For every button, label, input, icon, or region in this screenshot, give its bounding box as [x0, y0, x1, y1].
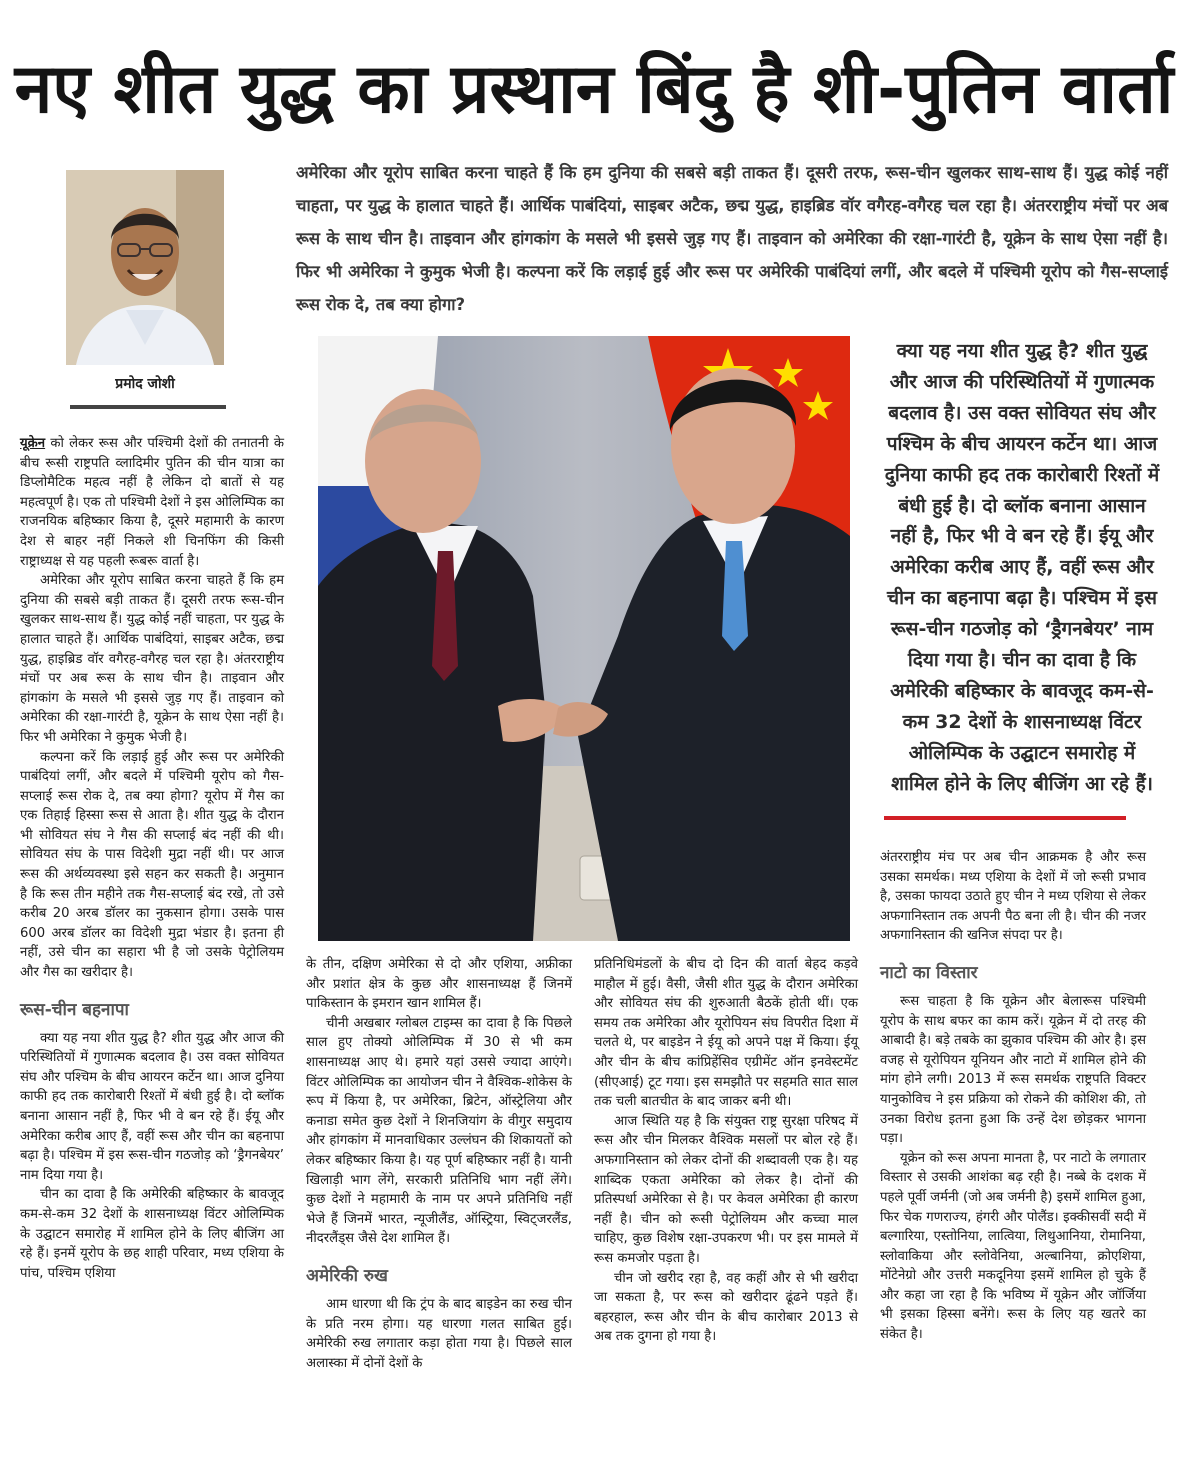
paragraph — [20, 434, 284, 571]
paragraph: अंतरराष्ट्रीय मंच पर अब चीन आक्रमक है और रूस उसका समर्थक। मध्य एशिया के देशों में जो रूसी प्रभाव है, उसका फायदा उठाते हुए चीन ने मध्य एशिया से लेकर अफगानिस्तान तक अपनी पैठ बना ली है। चीन की नजर अफगानिस्तान की खनिज संपदा पर है। — [880, 850, 1146, 944]
article-column-4 — [880, 848, 1146, 1345]
paragraph: अमेरिका और यूरोप साबित करना चाहते हैं कि हम दुनिया की सबसे बड़ी ताकत हैं। दूसरी तरफ रूस-चीन खुलकर साथ-साथ हैं। युद्ध कोई नहीं चाहता, पर युद्ध के हालात चाहते हैं। आर्थिक पाबंदियां, साइबर अटैक, छद्म युद्ध, हाइब्रिड वॉर वगैरह-वगैरह चल रहा है। अंतरराष्ट्रीय मंचों पर अब रूस के साथ चीन है। ताइवान और हांगकांग के मसले भी इससे जुड़ गए हैं। ताइवान को अमेरिका की रक्षा-गारंटी है, यूक्रेन के साथ ऐसा नहीं है। फिर भी अमेरिका ने कुमुक भेजी है। — [20, 573, 284, 745]
paragraph: रूस चाहता है कि यूक्रेन और बेलारूस पश्चिमी यूरोप के साथ बफर का काम करें। यूक्रेन में दो तरह की आबादी है। बड़े तबके का झुकाव पश्चिम की ओर है। इस वजह से यूरोपियन यूनियन और नाटो में शामिल होने की मांग होने लगी। 2013 में रूस समर्थक राष्ट्रपति विक्टर यानुकोविच ने इस प्रक्रिया को रोकने की कोशिश की, तो उनका विरोध इतना हुआ कि उन्हें देश छोड़कर भागना पड़ा। — [880, 993, 1146, 1147]
article-column-2 — [306, 955, 572, 1373]
subhead: नाटो का विस्तार — [880, 962, 978, 983]
headline: नए शीत युद्ध का प्रस्थान बिंदु है शी-पुतिन वार्ता — [14, 50, 1174, 129]
paragraph: के तीन, दक्षिण अमेरिका से दो और एशिया, अफ्रीका और प्रशांत क्षेत्र के कुछ और शासनाध्यक्ष हैं जिनमें पाकिस्तान के इमरान खान शामिल हैं। — [306, 957, 572, 1012]
paragraph: कल्पना करें कि लड़ाई हुई और रूस पर अमेरिकी पाबंदियां लगीं, और बदले में पश्चिमी यूरोप को गैस-सप्लाई रूस रोक दे, तब क्या होगा? यूरोप में गैस का एक तिहाई हिस्सा रूस से आता है। शीत युद्ध के दौरान भी सोवियत संघ ने गैस की सप्लाई बंद नहीं की थी। सोवियत संघ के पास विदेशी मुद्रा नहीं थी। पर आज रूस की अर्थव्यवस्था इसे सहन कर सकती है। अनुमान है कि रूस तीन महीने तक गैस-सप्लाई बंद रखे, तो उसे करीब 20 अरब डॉलर का नुकसान होगा। उसके पास 600 अरब डॉलर का विदेशी मुद्रा भंडार है। इतना ही नहीं, उसे चीन का सहारा भी है जो उसके पेट्रोलियम और गैस का खरीदार है। — [20, 749, 284, 981]
lead-photo — [318, 336, 850, 941]
lead-word: यूक्रेन — [20, 436, 46, 451]
subhead: रूस-चीन बहनापा — [20, 999, 129, 1020]
paragraph: आम धारणा थी कि ट्रंप के बाद बाइडेन का रुख चीन के प्रति नरम होगा। यह धारणा गलत साबित हुई। अमेरिकी रुख लगातार कड़ा होता गया है। पिछले साल अलास्का में दोनों देशों के — [306, 1296, 572, 1371]
author-divider — [70, 405, 226, 409]
paragraph: क्या यह नया शीत युद्ध है? शीत युद्ध और आज की परिस्थितियों में गुणात्मक बदलाव है। उस वक्त सोवियत संघ और पश्चिम के बीच आयरन कर्टेन था। आज दुनिया काफी हद तक कारोबारी रिश्तों में बंधी हुई है। दो ब्लॉक बनाना आसान नहीं है, फिर भी वे बन रहे हैं। ईयू और अमेरिका करीब आए हैं, वहीं रूस और चीन का बहनापा बढ़ा है। पश्चिम में इस रूस-चीन गठजोड़ को ‘ड्रैगनबेयर’ नाम दिया गया है। — [20, 1030, 284, 1183]
deck-text: अमेरिका और यूरोप साबित करना चाहते हैं कि हम दुनिया की सबसे बड़ी ताकत हैं। दूसरी तरफ, रूस-चीन खुलकर साथ-साथ हैं। युद्ध कोई नहीं चाहता, पर युद्ध के हालात चाहते हैं। आर्थिक पाबंदियां, साइबर अटैक, छद्म युद्ध, हाइब्रिड वॉर वगैरह-वगैरह चल रहा है। अंतरराष्ट्रीय मंचों पर अब रूस के साथ चीन है। ताइवान और हांगकांग के मसले भी इससे जुड़ गए हैं। ताइवान को अमेरिका की रक्षा-गारंटी है, यूक्रेन के साथ ऐसा नहीं है। फिर भी अमेरिका ने कुमुक भेजी है। कल्पना करें कि लड़ाई हुई और रूस पर अमेरिकी पाबंदियां लगीं, और बदले में पश्चिमी यूरोप को गैस-सप्लाई रूस रोक दे, तब क्या होगा? — [296, 163, 1168, 314]
paragraph: प्रतिनिधिमंडलों के बीच दो दिन की वार्ता बेहद कड़वे माहौल में हुई। वैसी, जैसी शीत युद्ध के दौरान अमेरिका और सोवियत संघ की शुरुआती बैठकें होती थीं। एक समय तक अमेरिका और यूरोपियन संघ विपरीत दिशा में चलते थे, पर बाइडेन ने ईयू को अपने पक्ष में किया। ईयू और चीन के बीच कांप्रिहेंसिव एग्रीमेंट ऑन इनवेस्टमेंट (सीएआई) टूट गया। इस समझौते पर सहमति सात साल तक चली बातचीत के बाद जाकर बनी थी। — [594, 957, 858, 1110]
article-column-1 — [20, 434, 284, 1283]
pull-quote: क्या यह नया शीत युद्ध है? शीत युद्ध और आज की परिस्थितियों में गुणात्मक बदलाव है। उस वक्त सोवियत संघ और पश्चिम के बीच आयरन कर्टेन था। आज दुनिया काफी हद तक कारोबारी रिश्तों में बंधी हुई है। दो ब्लॉक बनाना आसान नहीं है, फिर भी वे बन रहे हैं। ईयू और अमेरिका करीब आए हैं, वहीं रूस और चीन का बहनापा बढ़ा है। पश्चिम में इस रूस-चीन गठजोड़ को ‘ड्रैगनबेयर’ नाम दिया गया है। चीन का दावा है कि अमेरिकी बहिष्कार के बावजूद कम-से-कम 32 देशों के शासनाध्यक्ष विंटर ओलिम्पिक के उद्घाटन समारोह में शामिल होने के लिए बीजिंग आ रहे हैं। — [884, 340, 1160, 795]
paragraph: चीन का दावा है कि अमेरिकी बहिष्कार के बावजूद कम-से-कम 32 देशों के शासनाध्यक्ष विंटर ओलिम्पिक के उद्घाटन समारोह में शामिल होने के लिए बीजिंग आ रहे हैं। इनमें यूरोप के छह शाही परिवार, मध्य एशिया के पांच, पश्चिम एशिया — [20, 1187, 284, 1281]
paragraph-text: को लेकर रूस और पश्चिमी देशों की तनातनी के बीच रूसी राष्ट्रपति व्लादिमीर पुतिन की चीन यात्रा का डिप्लोमैटिक महत्व नहीं है लेकिन दो बातों से यह महत्वपूर्ण है। एक तो पश्चिमी देशों ने इस ओलिम्पिक का राजनयिक बहिष्कार किया है, दूसरे महामारी के कारण देश से बाहर नहीं निकले शी चिनफिंग की किसी राष्ट्राध्यक्ष से यह पहली रूबरू वार्ता है। — [20, 436, 284, 569]
paragraph: आज स्थिति यह है कि संयुक्त राष्ट्र सुरक्षा परिषद में रूस और चीन मिलकर वैश्विक मसलों पर बोल रहे हैं। अफगानिस्तान को लेकर दोनों की शब्दावली एक है। यह शाब्दिक एकता अमेरिका को लेकर है। दोनों की प्रतिस्पर्धा अमेरिका से है। पर केवल अमेरिका ही कारण नहीं है। चीन को रूसी पेट्रोलियम और कच्चा माल चाहिए, कुछ विशेष रक्षा-उपकरण भी। पर इस मामले में रूस कमजोर पड़ता है। — [594, 1113, 858, 1266]
paragraph: यूक्रेन को रूस अपना मानता है, पर नाटो के लगातार विस्तार से उसकी आशंका बढ़ रही है। नब्बे के दशक में पहले पूर्वी जर्मनी (जो अब जर्मनी है) इसमें शामिल हुआ, फिर चेक गणराज्य, हंगरी और पोलैंड। इक्कीसवीं सदी में बल्गारिया, एस्तोनिया, लात्विया, लिथुआनिया, रोमानिया, स्लोवाकिया और स्लोवेनिया, अल्बानिया, क्रोएशिया, मोंटेनेग्रो और उत्तरी मकदूनिया इसमें शामिल हो चुके हैं और कहा जा रहा है कि भविष्य में यूक्रेन और जॉर्जिया भी इसका हिस्सा बनेंगे। रूस के लिए यह खतरे का संकेत है। — [880, 1150, 1146, 1343]
author-photo — [66, 170, 224, 365]
pull-quote-rule — [884, 816, 1126, 820]
paragraph: चीनी अखबार ग्लोबल टाइम्स का दावा है कि पिछले साल हुए तोक्यो ओलिम्पिक में 30 से भी कम शासनाध्यक्ष आए थे। हमारे यहां उससे ज्यादा आएंगे। विंटर ओलिम्पिक का आयोजन चीन ने वैश्विक-शोकेस के रूप में किया है, पर अमेरिका, ब्रिटेन, ऑस्ट्रेलिया और कनाडा समेत कुछ देशों ने शिनजियांग के वीगुर समुदाय और हांगकांग में मानवाधिकार उल्लंघन की शिकायतों को लेकर बहिष्कार किया है। यह पूर्ण बहिष्कार नहीं है। यानी खिलाड़ी भाग लेंगे, सरकारी प्रतिनिधि भाग नहीं लेंगे। कुछ देशों ने महामारी के नाम पर अपने प्रतिनिधि नहीं भेजे हैं जिनमें भारत, न्यूजीलैंड, ऑस्ट्रिया, स्विट्जरलैंड, नीदरलैंड्स जैसे देश शामिल हैं। — [306, 1015, 572, 1247]
article-column-3 — [594, 955, 858, 1347]
paragraph: चीन जो खरीद रहा है, वह कहीं और से भी खरीदा जा सकता है, पर रूस को खरीदार ढूंढने पड़ते हैं। बहरहाल, रूस और चीन के बीच कारोबार 2013 से अब तक दुगना हो गया है। — [594, 1270, 858, 1345]
author-name: प्रमोद जोशी — [115, 376, 175, 392]
subhead: अमेरिकी रुख — [306, 1265, 388, 1286]
